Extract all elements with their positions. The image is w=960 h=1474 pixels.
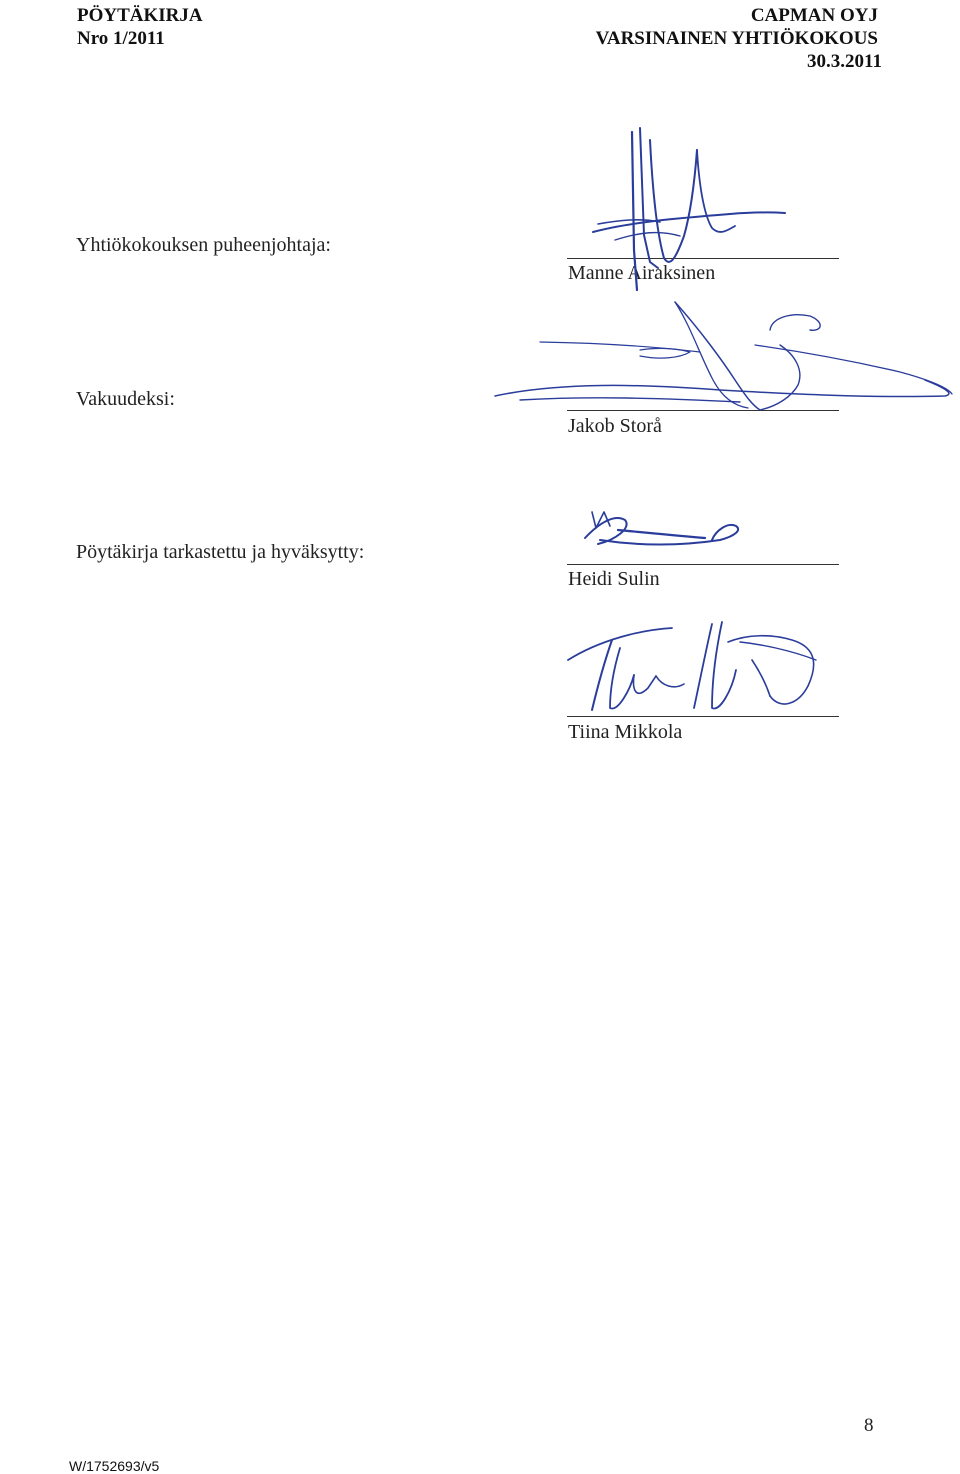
document-header-left <box>77 4 203 50</box>
signatory-name-approver-2: Tiina Mikkola <box>568 721 683 743</box>
company-name: CAPMAN OYJ <box>750 5 878 26</box>
signatory-name-attest: Jakob Storå <box>568 415 662 437</box>
signature-line-chairman <box>567 258 839 259</box>
signatory-name-approver-1: Heidi Sulin <box>568 568 660 590</box>
document-id: W/1752693/v5 <box>69 1458 160 1474</box>
signature-line-attest <box>567 410 839 411</box>
document-number: Nro 1/2011 <box>77 28 165 49</box>
role-chairman: Yhtiökokouksen puheenjohtaja: <box>76 234 331 256</box>
meeting-date: 30.3.2011 <box>807 51 882 72</box>
signature-tiina-mikkola <box>568 622 816 710</box>
role-approvers: Pöytäkirja tarkastettu ja hyväksytty: <box>76 541 365 563</box>
signature-heidi-sulin <box>585 512 738 545</box>
document-header-right <box>595 4 882 73</box>
signature-line-approver-1 <box>567 564 839 565</box>
page-number: 8 <box>864 1415 874 1436</box>
signatory-name-chairman: Manne Airaksinen <box>568 262 716 284</box>
signature-jakob-stora <box>495 302 952 410</box>
document-type: PÖYTÄKIRJA <box>77 5 203 26</box>
signature-line-approver-2 <box>567 716 839 717</box>
meeting-name: VARSINAINEN YHTIÖKOKOUS <box>595 28 878 49</box>
role-attest: Vakuudeksi: <box>76 388 175 410</box>
